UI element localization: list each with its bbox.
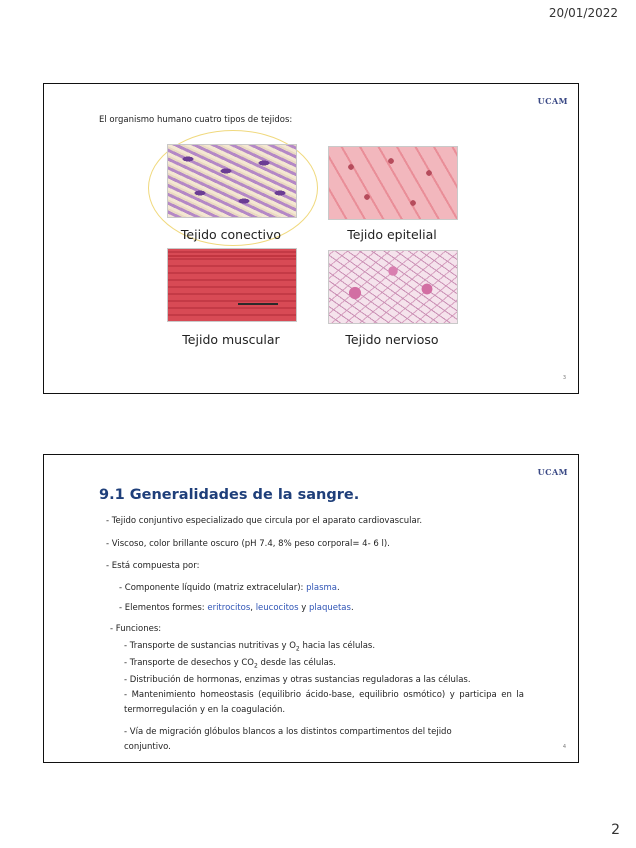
ucam-logo: UCAM — [537, 467, 568, 477]
line-text: hacia las células. — [299, 641, 376, 651]
subscript: 2 — [295, 645, 300, 653]
page-number: 2 — [611, 822, 620, 838]
epithelial-tissue-image — [328, 146, 458, 220]
highlight-term: plaquetas — [308, 603, 351, 613]
slide-blood-overview — [43, 454, 579, 763]
line-text: . — [350, 603, 354, 613]
slide-title: 9.1 Generalidades de la sangre. — [99, 487, 360, 503]
highlight-term: eritrocitos — [207, 603, 251, 613]
line-text: - Transporte de sustancias nutritivas y O — [124, 641, 296, 651]
function-line: - Distribución de hormonas, enzimas y otras sustancias reguladoras a las células. — [124, 675, 471, 685]
bullet-line — [119, 583, 340, 593]
bullet-line: - Viscoso, color brillante oscuro (pH 7.4, 8% peso corporal= 4- 6 l). — [106, 539, 390, 549]
page-date: 20/01/2022 — [548, 6, 618, 20]
function-line — [124, 658, 336, 670]
line-text: - Transporte de desechos y CO — [124, 658, 254, 668]
line-text: desde las células. — [257, 658, 336, 668]
function-line: - Mantenimiento homeostasis (equilibrio ácido-base, equilibrio osmótico) y participa en la termorregulación y en la coagulación. — [124, 690, 524, 715]
bullet-line — [119, 603, 354, 613]
caption-nervous: Tejido nervioso — [345, 332, 439, 347]
line-text: - Componente líquido (matriz extracelular): — [119, 583, 307, 593]
line-text: , — [250, 603, 256, 613]
bullet-line: - Funciones: — [110, 624, 162, 634]
line-text: . — [337, 583, 340, 593]
line-text: y — [298, 603, 309, 613]
caption-connective: Tejido conectivo — [180, 227, 282, 242]
subscript: 2 — [253, 662, 258, 670]
connective-tissue-image — [167, 144, 297, 218]
ucam-logo: UCAM — [537, 96, 568, 106]
bullet-line: - Está compuesta por: — [106, 561, 200, 571]
slide-tissue-types — [43, 83, 579, 394]
line-text: - Elementos formes: — [119, 603, 208, 613]
slide-number: 4 — [562, 744, 566, 750]
bullet-line: - Tejido conjuntivo especializado que circula por el aparato cardiovascular. — [106, 516, 423, 526]
muscle-tissue-image — [167, 248, 297, 322]
function-line — [124, 641, 375, 653]
slide-intro-text: El organismo humano cuatro tipos de tejidos: — [99, 115, 293, 125]
function-line: - Vía de migración glóbulos blancos a los distintos compartimentos del tejido conjuntivo. — [124, 727, 452, 752]
nervous-tissue-image — [328, 250, 458, 324]
highlight-term: leucocitos — [255, 603, 299, 613]
highlight-term: plasma — [306, 583, 338, 593]
slide-number: 3 — [562, 375, 566, 381]
caption-epithelial: Tejido epitelial — [347, 227, 437, 242]
caption-muscle: Tejido muscular — [182, 332, 280, 347]
